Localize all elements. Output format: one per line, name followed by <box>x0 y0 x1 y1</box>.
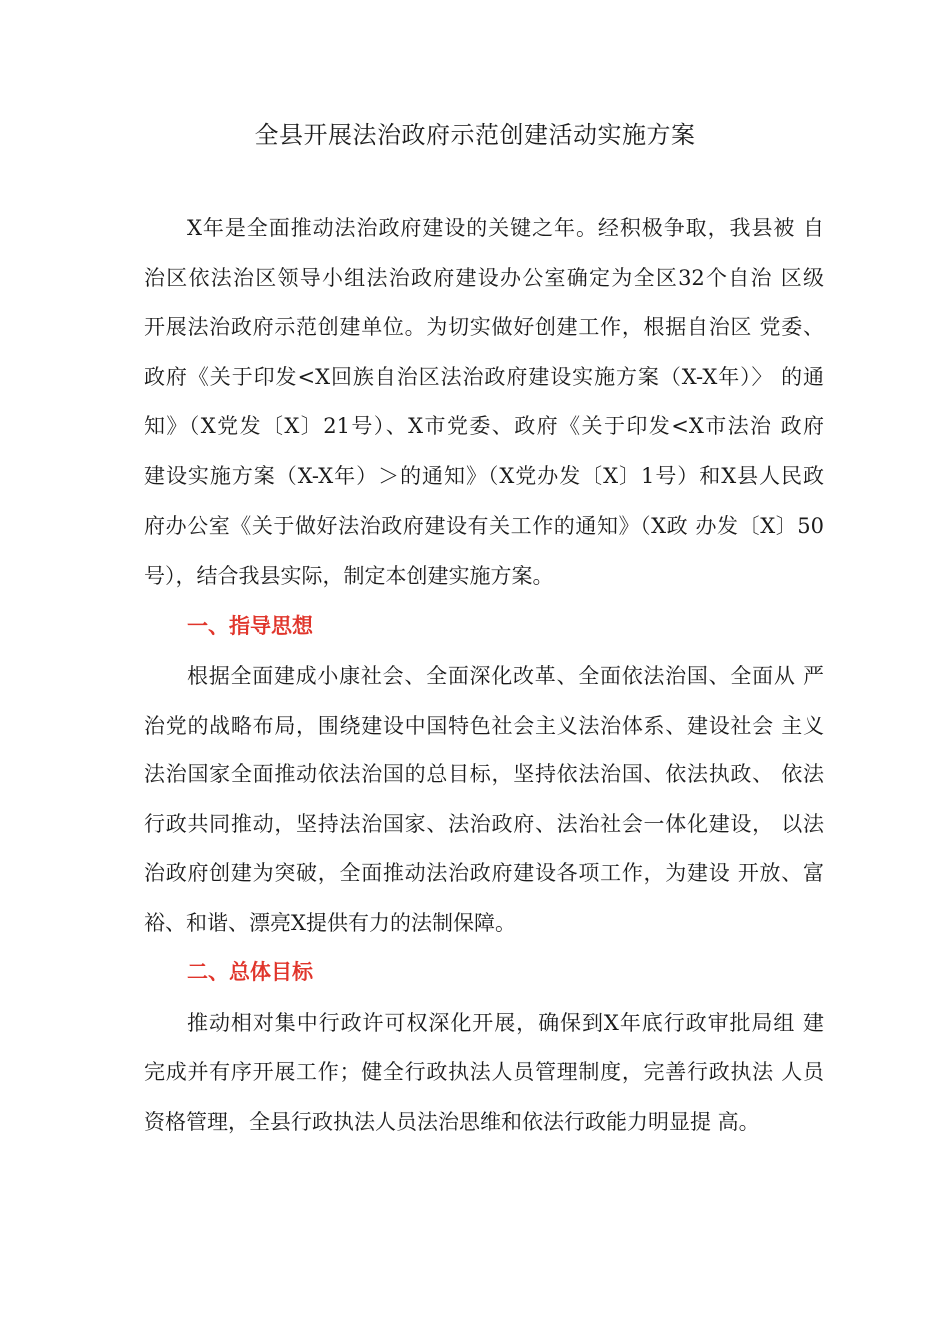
section-heading-overall-goal: 二、总体目标 <box>187 959 313 984</box>
paragraph-line: 治党的战略布局，围绕建设中国特色社会主义法治体系、建设社会 主义 <box>144 714 824 738</box>
paragraph-line: 号），结合我县实际，制定本创建实施方案。 <box>144 564 554 588</box>
paragraph-line: 行政共同推动，坚持法治国家、法治政府、法治社会一体化建设， 以法 <box>144 812 824 836</box>
paragraph-line: 法治国家全面推动依法治国的总目标，坚持依法治国、依法执政、 依法 <box>144 762 824 786</box>
paragraph-line: 裕、和谐、漂亮X提供有力的法制保障。 <box>144 911 516 935</box>
paragraph-line: 根据全面建成小康社会、全面深化改革、全面依法治国、全面从 严 <box>187 664 824 688</box>
paragraph-line: 政府《关于印发<X回族自治区法治政府建设实施方案（X-X年）〉 的通 <box>144 365 824 389</box>
paragraph-line: X年是全面推动法治政府建设的关键之年。经积极争取，我县被 自 <box>187 216 824 240</box>
paragraph-line: 推动相对集中行政许可权深化开展，确保到X年底行政审批局组 建 <box>187 1011 824 1035</box>
paragraph-line: 建设实施方案（X-X年）＞的通知》（X党办发〔X〕1号）和X县人民政 <box>144 464 824 488</box>
section-heading-guiding-ideology: 一、指导思想 <box>187 613 313 638</box>
paragraph-line: 治区依法治区领导小组法治政府建设办公室确定为全区32个自治 区级 <box>144 266 824 290</box>
paragraph-line: 知》（X党发〔X〕21号）、X市党委、政府《关于印发<X市法治 政府 <box>144 414 824 438</box>
document-title: 全县开展法治政府示范创建活动实施方案 <box>254 121 696 149</box>
paragraph-line: 完成并有序开展工作；健全行政执法人员管理制度，完善行政执法 人员 <box>144 1060 824 1084</box>
paragraph-line: 治政府创建为突破，全面推动法治政府建设各项工作，为建设 开放、富 <box>144 861 824 885</box>
paragraph-line: 府办公室《关于做好法治政府建设有关工作的通知》（X政 办发〔X〕50 <box>144 514 824 538</box>
paragraph-line: 开展法治政府示范创建单位。为切实做好创建工作，根据自治区 党委、 <box>144 315 824 339</box>
paragraph-line: 资格管理，全县行政执法人员法治思维和依法行政能力明显提 高。 <box>144 1110 760 1134</box>
